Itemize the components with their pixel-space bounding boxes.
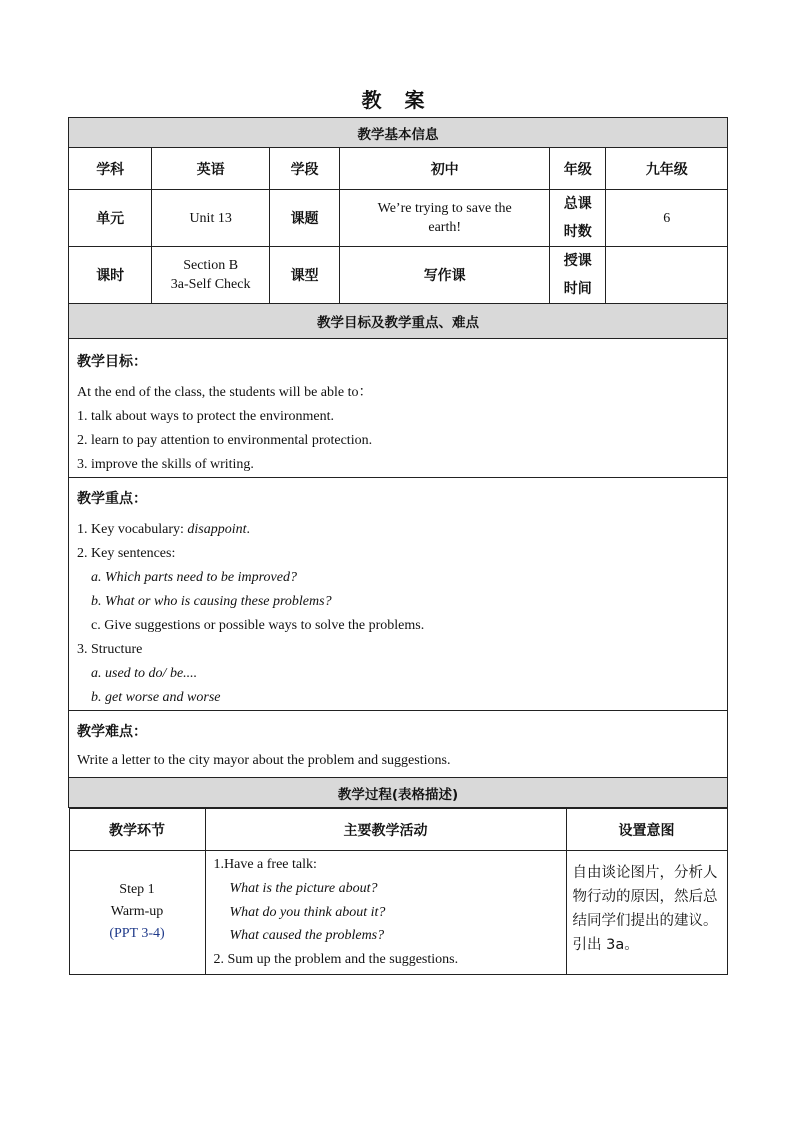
teaching-time-label-1: 授课 xyxy=(563,253,592,269)
total-hours-value: 6 xyxy=(606,190,728,247)
objective-line: 2. learn to pay attention to environmental protection. xyxy=(77,433,373,448)
type-label: 课型 xyxy=(269,247,339,304)
activity-line: 2. Sum up the problem and the suggestions. xyxy=(213,952,459,968)
activity-line: 1.Have a free talk: xyxy=(213,857,317,872)
objective-line: 3. improve the skills of writing. xyxy=(77,457,254,472)
type-value: 写作课 xyxy=(340,247,550,304)
process-col-stage: 教学环节 xyxy=(69,809,205,851)
step-name: Step 1 xyxy=(119,882,155,898)
process-col-intent: 设置意图 xyxy=(566,809,727,851)
activity-question: What caused the problems? xyxy=(229,928,385,944)
total-hours-label-2: 时数 xyxy=(563,224,592,240)
lesson-plan-table xyxy=(68,117,728,975)
document-title: 教 案 xyxy=(361,88,433,112)
step-ppt-ref: (PPT 3-4) xyxy=(109,926,165,942)
topic-label: 课题 xyxy=(269,190,339,247)
stage-value: 初中 xyxy=(340,148,550,190)
activity-question: What do you think about it? xyxy=(229,904,386,920)
activity-question: What is the picture about? xyxy=(229,880,378,896)
step-1-intent: 自由谈论图片，分析人物行动的原因，然后总结同学们提出的建议。引出 3a。 xyxy=(566,851,727,975)
basic-info-header: 教学基本信息 xyxy=(69,118,728,148)
structure-line: 3. Structure xyxy=(77,642,143,657)
key-sentence-b: b. What or who is causing these problems? xyxy=(91,594,332,609)
teaching-time-label-2: 时间 xyxy=(563,281,592,297)
process-subtable-wrap xyxy=(69,808,728,975)
grade-value: 九年级 xyxy=(606,148,728,190)
step-1-activities xyxy=(205,851,566,975)
stage-label: 学段 xyxy=(269,148,339,190)
key-vocabulary-word: disappoint xyxy=(187,522,247,537)
topic-line-1: We’re trying to save the xyxy=(377,201,512,216)
lesson-line-2: 3a-Self Check xyxy=(170,277,251,292)
key-vocabulary-label: 1. Key vocabulary: xyxy=(77,522,188,537)
topic-line-2: earth! xyxy=(428,220,462,235)
key-vocabulary-line: 1. Key vocabulary: disappoint. xyxy=(77,522,251,537)
subject-value: 英语 xyxy=(152,148,270,190)
difficulties-heading: 教学难点： xyxy=(77,724,147,740)
process-header: 教学过程(表格描述) xyxy=(69,778,728,808)
teaching-time-value xyxy=(606,247,728,304)
step-1-cell xyxy=(69,851,205,975)
objectives-heading: 教学目标： xyxy=(77,354,147,370)
key-sentences-line: 2. Key sentences: xyxy=(77,546,176,561)
lesson-value xyxy=(152,247,270,304)
key-sentence-c: c. Give suggestions or possible ways to solve the problems. xyxy=(91,618,425,633)
step-phase: Warm-up xyxy=(110,904,164,920)
key-points-heading: 教学重点： xyxy=(77,491,147,507)
lesson-label: 课时 xyxy=(69,247,152,304)
goals-header: 教学目标及教学重点、难点 xyxy=(69,304,728,339)
difficulty-line: Write a letter to the city mayor about the problem and suggestions. xyxy=(77,753,451,768)
grade-label: 年级 xyxy=(550,148,606,190)
teaching-time-label xyxy=(550,247,606,304)
lesson-line-1: Section B xyxy=(183,258,239,273)
process-col-activities: 主要教学活动 xyxy=(205,809,566,851)
unit-value: Unit 13 xyxy=(152,190,270,247)
subject-label: 学科 xyxy=(69,148,152,190)
key-sentence-a: a. Which parts need to be improved? xyxy=(91,570,297,585)
process-table xyxy=(69,808,728,975)
objectives-block xyxy=(69,339,728,478)
unit-label: 单元 xyxy=(69,190,152,247)
objective-line: At the end of the class, the students will be able to： xyxy=(77,385,373,400)
topic-value xyxy=(340,190,550,247)
total-hours-label-1: 总课 xyxy=(563,196,592,212)
structure-a: a. used to do/ be.... xyxy=(91,666,198,681)
key-points-block xyxy=(69,478,728,711)
difficulties-block xyxy=(69,711,728,778)
structure-b: b. get worse and worse xyxy=(91,690,221,705)
objective-line: 1. talk about ways to protect the environment. xyxy=(77,409,334,424)
total-hours-label xyxy=(550,190,606,247)
